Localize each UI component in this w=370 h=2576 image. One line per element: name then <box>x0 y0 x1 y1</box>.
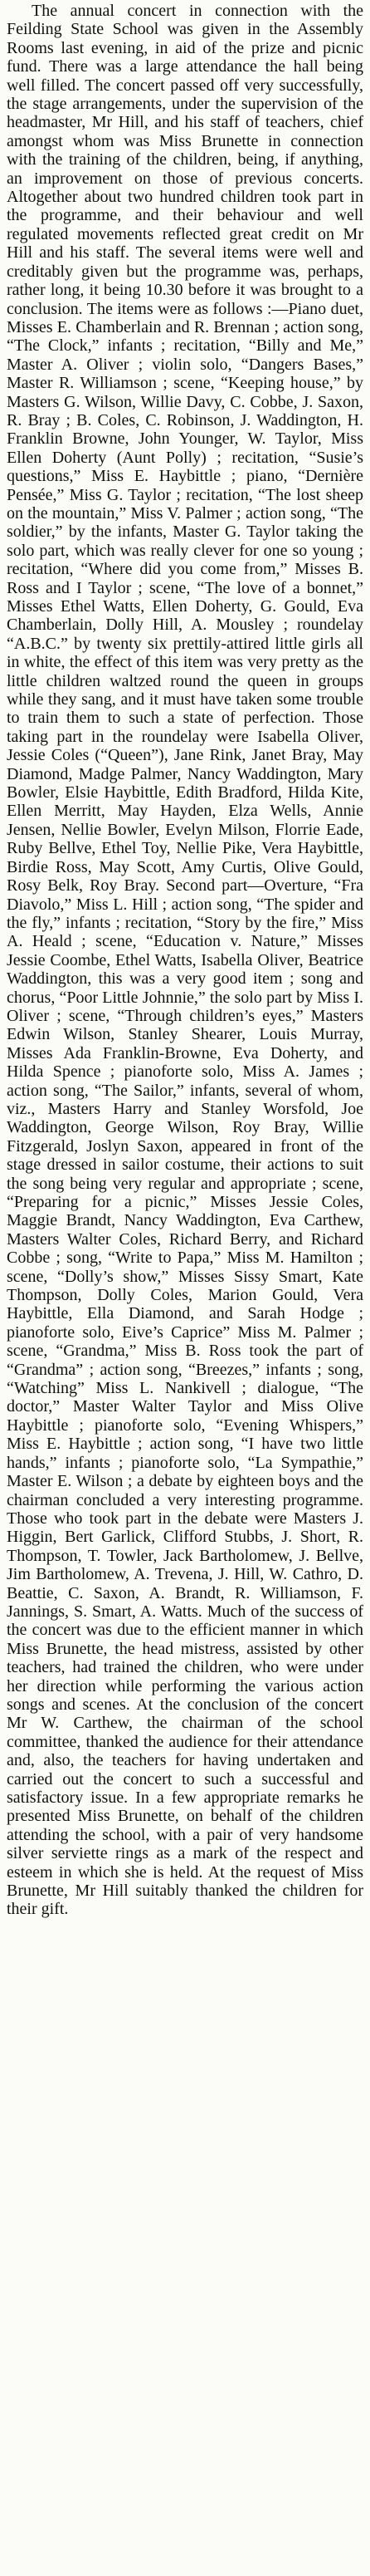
article-column <box>7 2 363 1919</box>
article-paragraph: The annual concert in connection with the Feilding State School was given in the Assembly Rooms last evening, in aid of the prize and picnic fund. There was a large attendance the hall being well filled. The concert passed off very successfully, the stage arrangements, under the supervision of the headmaster, Mr Hill, and his staff of teachers, chief amongst whom was Miss Brunette in connection with the training of the children, being, if anything, an improvement on those of previous concerts. Altogether about two hundred children took part in the programme, and their behaviour and well regulated movements reflected great credit on Mr Hill and his staff. The several items were well and creditably given but the programme was, perhaps, rather long, it being 10.30 before it was brought to a conclusion. The items were as follows :—Piano duet, Misses E. Chamberlain and R. Brennan ; action song, “The Clock,” infants ; recitation, “Billy and Me,” Master A. Oliver ; violin solo, “Dangers Bases,” Master R. Williamson ; scene, “Keeping house,” by Masters G. Wilson, Willie Davy, C. Cobbe, J. Saxon, R. Bray ; B. Coles, C. Robinson, J. Waddington, H. Franklin Browne, John Younger, W. Taylor, Miss Ellen Doherty (Aunt Polly) ; recitation, “Susie’s questions,” Miss E. Haybittle ; piano, “Dernière Pensée,” Miss G. Taylor ; recitation, “The lost sheep on the mountain,” Miss V. Palmer ; action song, “The soldier,” by the infants, Master G. Taylor taking the solo part, which was really clever for one so young ; recitation, “Where did you come from,” Misses B. Ross and I Taylor ; scene, “The love of a bonnet,” Misses Ethel Watts, Ellen Doherty, G. Gould, Eva Chamberlain, Dolly Hill, A. Mousley ; roundelay “A.B.C.” by twenty six prettily-attired little girls all in white, the effect of this item was very pretty as the little children waltzed round the queen in groups while they sang, and it must have taken some trouble to train them to such a state of perfection. Those taking part in the roundelay were Isabella Oliver, Jessie Coles (“Queen”), Jane Rink, Janet Bray, May Diamond, Madge Palmer, Nancy Waddington, Mary Bowler, Elsie Haybittle, Edith Bradford, Hilda Kite, Ellen Merritt, May Hayden, Elza Wells, Annie Jensen, Nellie Bowler, Evelyn Milson, Florrie Eade, Ruby Bellve, Ethel Toy, Nellie Pike, Vera Haybittle, Birdie Ross, May Scott, Amy Curtis, Olive Gould, Rosy Belk, Roy Bray. Second part—Overture, “Fra Diavolo,” Miss L. Hill ; action song, “The spider and the fly,” infants ; recitation, “Story by the fire,” Miss A. Heald ; scene, “Education v. Nature,” Misses Jessie Coombe, Ethel Watts, Isabella Oliver, Beatrice Waddington, this was a very good item ; song and chorus, “Poor Little Johnnie,” the solo part by Miss I. Oliver ; scene, “Through children’s eyes,” Masters Edwin Wilson, Stanley Shearer, Louis Murray, Misses Ada Franklin-Browne, Eva Doherty, and Hilda Spence ; pianoforte solo, Miss A. James ; action song, “The Sailor,” infants, several of whom, viz., Masters Harry and Stanley Worsfold, Joe Waddington, George Wilson, Roy Bray, Willie Fitzgerald, Joslyn Saxon, appeared in front of the stage dressed in sailor costume, their actions to suit the song being very regular and appropriate ; scene, “Preparing for a picnic,” Misses Jessie Coles, Maggie Brandt, Nancy Waddington, Eva Carthew, Masters Walter Coles, Richard Berry, and Richard Cobbe ; song, “Write to Papa,” Miss M. Hamilton ; scene, “Dolly’s show,” Misses Sissy Smart, Kate Thompson, Dolly Coles, Marion Gould, Vera Haybittle, Ella Diamond, and Sarah Hodge ; pianoforte solo, Eive’s Caprice” Miss M. Palmer ; scene, “Grandma,” Miss B. Ross took the part of “Grandma” ; action song, “Breezes,” infants ; song, “Watching” Miss L. Nankivell ; dialogue, “The doctor,” Master Walter Taylor and Miss Olive Haybittle ; pianoforte solo, “Evening Whispers,” Miss E. Haybittle ; action song, “I have two little hands,” infants ; pianoforte solo, “La Sympathie,” Master E. Wilson ; a debate by eighteen boys and the chairman concluded a very interesting programme. Those who took part in the debate were Masters J. Higgin, Bert Garlick, Clifford Stubbs, J. Short, R. Thompson, T. Towler, Jack Bartholomew, J. Bellve, Jim Bartholomew, A. Trevena, J. Hill, W. Cathro, D. Beattie, C. Saxon, A. Brandt, R. Williamson, F. Jannings, S. Smart, A. Watts. Much of the success of the concert was due to the efficient manner in which Miss Brunette, the head mistress, assisted by other teachers, had trained the children, who were under her direction while performing the various action songs and scenes. At the conclusion of the concert Mr W. Carthew, the chairman of the school committee, thanked the audience for their attendance and, also, the teachers for having undertaken and carried out the concert to such a successful and satisfactory issue. In a few appropriate remarks he presented Miss Brunette, on behalf of the children attending the school, with a pair of very handsome silver serviette rings as a mark of the respect and esteem in which she is held. At the request of Miss Brunette, Mr Hill suitably thanked the children for their gift. <box>7 2 363 1919</box>
